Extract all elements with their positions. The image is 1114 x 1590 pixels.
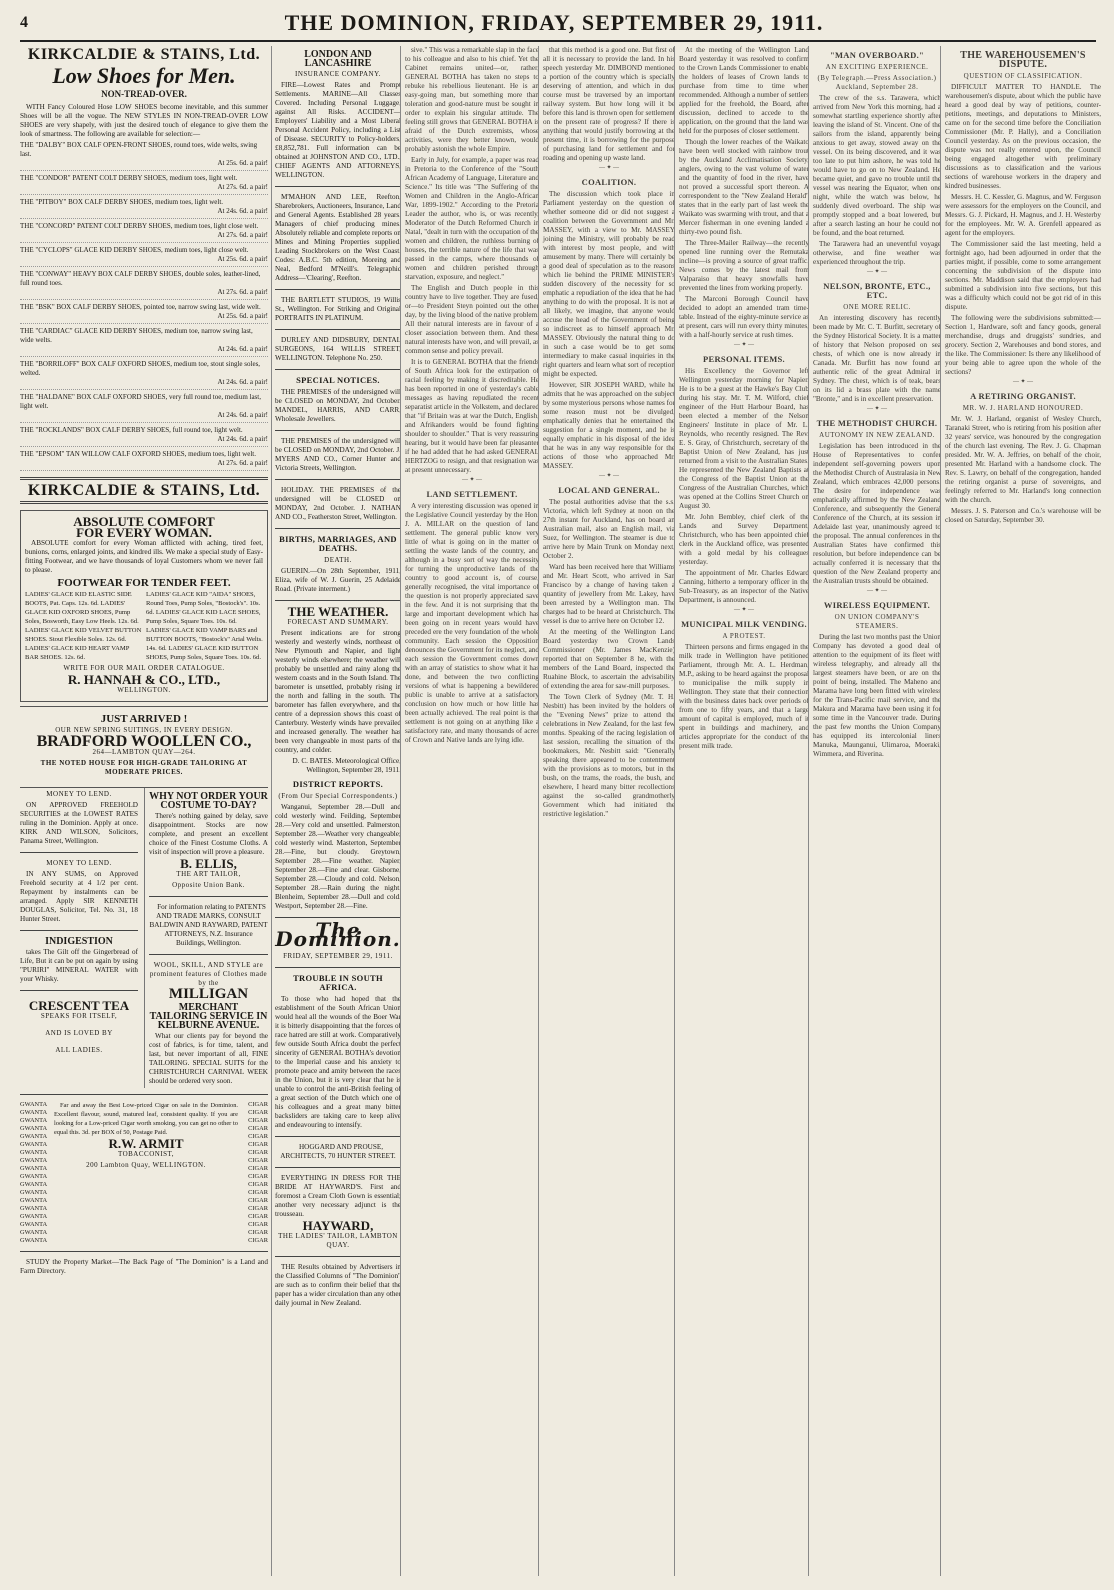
methodist-title: THE METHODIST CHURCH.: [816, 418, 938, 428]
newspaper-title: THE DOMINION, FRIDAY, SEPTEMBER 29, 1911.: [284, 10, 824, 35]
reports-subtitle: (From Our Special Correspondents.): [278, 792, 398, 800]
cigar-label: CIGAR: [248, 1149, 268, 1156]
money2-text: IN ANY SUMS, on Approved Freehold security at 4 1/2 per cent. Repayment by instalments can be arranged. Apply SIR KENNETH DOUGLAS, Solicitor, Tel. No. 31, 18 Hunter Street.: [20, 870, 138, 923]
column-warehouse: THE WAREHOUSEMEN'S DISPUTE. QUESTION OF CLASSIFICATION. DIFFICULT MATTER TO HANDLE. The warehousemen's dispute, about which the public have heard a good deal by way of petitions, counter-petitions, meetings, and deputations to Ministers, came on for the second time before the Conciliation Commissioner (Mr. P. Hally), and a Conciliation Council yesterday. As on the previous occasion, the dispute was not really entered upon, the Council being engaged altogether with preliminary discussions as to classification and the various sections of warehouse workers in the drapery and kindred businesses. Messrs. H. C. Kessler, G. Magnus, and W. Ferguson were assessors for the employers on the Council, and Messrs. G. J. Pickard, H. Magnus, and J. H. Westerby for the employees. Mr. W. A. Grenfell appeared as agent for the employers. The Commissioner said the last meeting, held a fortnight ago, had been adjourned in order that the parties might, if possible, come to some arrangement concerning the subdivision of the dispute into sections. Mr. Maddison said that the employers had submitted a subdivision into five sections, but this was a difficulty which could not be got rid of in this dispute. The following were the subdivisions submitted:— Section 1, Hardware, soft and fancy goods, general merchandise, drugs and druggists' sundries, and grocery. Section 2, Warehouses and bond stores, and the like. The Commissioner: Is there any likelihood of your being able to agree upon the whole of the sections? — ✦ — A RETIRING ORGANIST. MR. W. J. HARLAND HONOURED. Mr. W. J. Harland, organist of Wesley Church, Taranaki Street, who is retiring from his position after 32 years' service, was honoured by the congregation of the church last evening. The Rev. J. G. Chapman presided. Mr. W. A. Jeffries, on behalf of the choir, presented Mr. Harland with a handsome clock. The Rev. S. Lawry, on behalf of the congregation, handed the retiring organist a purse of sovereigns, and feelingly referred to Mr. Harland's long connection with the church. Messrs. J. S. Paterson and Co.'s warehouse will be closed on Saturday, September 30.: [940, 46, 1101, 1576]
nelson-title: NELSON, BRONTE, ETC., ETC.: [823, 281, 931, 300]
costume-role: THE ART TAILOR,: [176, 870, 241, 878]
c5-para-2: Though the lower reaches of the Waikato have been well stocked with rainbow trout by the Auckland Acclimatisation Society, anglers, owing to the vast volume of water and the quantity of food in the river, have not proved a successful sport thereon. A correspondent to the "New Zealand Herald" states that in the early part of last week the Waikato was swarming with trout, and that a Mercer fisherman in one evening landed a thirty-two pound fish.: [679, 138, 809, 236]
c4-para-5: Ward has been received here that Williams and Mr. Heart Scott, who arrived in San Francisco by a change of having taken a quantity of jewellery from Mr. Lakey, have been arrested by a Wellington man. The charges had to be heard at Christchurch. The vessel is due to arrive here on October 12.: [543, 563, 675, 625]
hannah-footwear-title: FOOTWEAR FOR TENDER FEET.: [57, 577, 231, 589]
hannah-list-left: LADIES' GLACE KID ELASTIC SIDE BOOTS, Pat. Caps. 12s. 6d. LADIES' GLACE KID OXFORD SHOES, Pump Soles, Bosworth, Easy Low Heels. 12s. 6d. LADIES' GLACE KID VELVET BUTTON SHOES. Stout Flexible Soles. 12s. 6d. LADIES' GLACE KID HEART VAMP BAR SHOES. 12s. 6d.: [25, 591, 142, 661]
hayward-text: EVERYTHING IN DRESS FOR THE BRIDE AT HAYWARD'S. First and foremost a Cream Cloth Gown is essential; another very necessary adjunct is the trousseau.: [275, 1174, 401, 1218]
bartlett-text: THE BARTLETT STUDIOS, 19 Willis St., Wellington. For Striking and Original PORTRAITS IN PLATINUM.: [275, 296, 401, 322]
warehouse-subtitle: QUESTION OF CLASSIFICATION.: [963, 72, 1083, 80]
c3-para-3: The English and Dutch people in this country have to live together. They are fused, or—to President Steyn pointed out the other day, by the living blood of the native problem. All their natural interests are in favour of a closer association between them. And these natural interests have won, and will prevail, as common sense and policy prevail.: [405, 284, 539, 355]
column-leader-continued: sive." This was a remarkable slap in the face to his colleague and also to his chief. Yet the Cabinet remains united—or, rather, GENERAL BOTHA has taken no steps to rebuke his rebellious lieutenant. He is an easy-going man, but something more than toleration and good-nature must be sought in order to explain his singular attitude. The feeling still grows that GENERAL BOTHA is afraid of the Dutch extremists, whose activities, were they better known, would probably astonish the whole Empire. Early in July, for example, a paper was read in Pretoria to the Conference of the "South African Academy of Language, Literature and Science." Its title was "The Suffering of the Women and Children in the Anglo-African War, 1899-1902." According to the Pretoria Leader the author, who is, or was recently, Moderator of the Dutch Reformed Church in Natal, "dealt in turn with the occupation of the women and children, the ruthless burning of houses, the terrible nature of the life that was passed in the camps, where thousands of women and children perished through starvation, exposure, and neglect." The English and Dutch people in this country have to live together. They are fused, or—to President Steyn pointed out the other day, by the living blood of the native problem. All their natural interests are in favour of a closer association between them. And these natural interests have won, and will prevail, as common sense and policy prevail. It is to GENERAL BOTHA that the friends of South Africa look for the extirpation of racial feeling by making it discreditable. He has been reported in one of yesterday's cable messages as having repudiated the recent separatist article in the Volkstem, and declared that "if Britain was at war the Dutch, English, and Afrikanders would be found fighting shoulder to shoulder." That is very reassuring hearing, but it would have been far pleasanter if he had added that he had asked GENERAL HERTZOG to resign, and that resignation was at present unnecessary. — ✦ — LAND SETTLEMENT. A very interesting discussion was opened in the Legislative Council yesterday by the Hon. J. A. MILLAR on the question of land settlement. The general public know very little of what is going on in the matter of settling the waste lands of the country, and although in a busy sort of way the necessity for turning the unproductive lands of the country to good account is, of course, generally recognised, the vital importance of the question is not properly appreciated save in the few. And it is not surprising that the large and important development which has been going on in recent years would have preceded ere the very foundation of the whole community. Each session the Opposition denounces the Government for its neglect, and each session the Government comes down with an array of statistics to show what it has done, and between the two conflicting versions of what is happening a bewildered public is unable to arrive at a satisfactory conclusion on how much or how little has been actually achieved. The real point is that settlement is not going on at anything like a satisfactory rate, and many thousands of acres of Crown and Native lands are lying idle.: [400, 46, 539, 1576]
land-settlement-title: LAND SETTLEMENT.: [426, 489, 518, 499]
subhead-non-tread: NON-TREAD-OVER.: [101, 89, 187, 99]
methodist-subtitle: AUTONOMY IN NEW ZEALAND.: [819, 431, 935, 439]
page-number: 4: [20, 14, 28, 31]
c7-para-4: The following were the subdivisions submitted:— Section 1, Hardware, soft and fancy goods, general merchandise, drugs and druggists' sundries, and grocery. Section 2, Warehouses and bond stores, and the like. The Commissioner: Is there any likelihood of your being able to agree upon the whole of the sections?: [945, 314, 1101, 376]
gwanta-label: GWANTA: [20, 1165, 48, 1172]
shoe-name: THE "EPSOM" TAN WILLOW CALF OXFORD SHOES, medium toes, light welt.: [20, 450, 256, 458]
notices-title: SPECIAL NOTICES.: [296, 375, 380, 385]
hannah-intro: ABSOLUTE comfort for every Woman afflicted with aching, tired feet, bunions, corns, enlarged joints, and kindred ills. We make a special study of Easy-fitting Footwear, and we have thousands of loyal Customers whom we never fail to please.: [25, 539, 263, 574]
weather-subtitle: FORECAST AND SUMMARY.: [287, 618, 389, 626]
gwanta-label: GWANTA: [20, 1229, 48, 1236]
shoe-price: At 24s. 6d. a pair!: [217, 411, 268, 419]
c5-para-3: The Three-Mailer Railway—the recently opened line running over the Remutaka incline—is proving a source of great traffic. News comes by the latest mail from Valparaiso that heavy snowfalls have prevented the lines from working properly.: [679, 239, 809, 292]
gwanta-label: GWANTA: [20, 1237, 48, 1244]
costume-title: WHY NOT ORDER YOUR COSTUME TO-DAY?: [149, 791, 268, 811]
crescent-title: CRESCENT TEA: [28, 998, 130, 1013]
c7-para-6: Messrs. J. S. Paterson and Co.'s warehouse will be closed on Saturday, September 30.: [945, 507, 1101, 524]
hayward-firm: HAYWARD,: [302, 1218, 374, 1233]
shoe-name: THE "CYCLOPS" GLACE KID DERBY SHOES, medium toes, light close welt.: [20, 246, 249, 254]
wanted-right-labels: [242, 1101, 268, 1245]
gwanta-label: GWANTA: [20, 1125, 48, 1132]
c3-para-1: sive." This was a remarkable slap in the face to his colleague and also to his chief. Yet the Cabinet remains united—or, rather, GENERAL BOTHA has taken no steps to rebuke his rebellious lieutenant. He is an easy-going man, but something more than toleration and good-nature must be sought in order to explain his singular attitude. The feeling still grows that GENERAL BOTHA is afraid of the Dutch extremists, whose activities, were they better known, would probably astonish the whole Empire.: [405, 46, 539, 153]
nelson-subtitle: ONE MORE RELIC.: [843, 303, 911, 311]
wireless-subtitle: ON UNION COMPANY'S STEAMERS.: [834, 613, 920, 630]
column-notices: [271, 46, 401, 1576]
patents-text: For information relating to PATENTS AND TRADE MARKS, CONSULT BALDWIN AND RAYWARD, PATENT ATTORNEYS, N.Z. Insurance Buildings, Wellington.: [149, 903, 268, 947]
births-title: BIRTHS, MARRIAGES, AND DEATHS.: [279, 534, 397, 553]
gwanta-label: GWANTA: [20, 1181, 48, 1188]
c5-para-5: His Excellency the Governor left Wellington yesterday morning for Napier. He is to be a guest at the Hawke's Bay Club during his stay. Mr. T. M. Wilford, chief engineer of the Hutt Harbour Board, has been elected a member of the Nelson Engineers' Institute in place of Mr. L. Reynolds, who recently resigned. The Rev. E. S. Gray, of Christchurch, secretary of the Baptist Union of New Zealand, has just returned from a visit to the Australian States. He represented the New Zealand Baptists at the Congress of the Baptist Union at the Congress of the Australian Churches, which was opened at the Collins Street Church on August 30.: [679, 367, 809, 510]
masthead: [20, 6, 1096, 42]
shoe-item: [20, 246, 268, 267]
column-news: "MAN OVERBOARD." AN EXCITING EXPERIENCE. (By Telegraph.—Press Association.) Auckland, September 28. The crew of the s.s. Tarawera, which arrived from New York this morning, had a somewhat startling experience shortly after leaving the island of St. Vincent. One of the sailors from the island, apparently being anxious to get away, stowed away on the vessel. On its being discovered, and it was too late to put him ashore, he was told he would have to go on to New Zealand. He became quiet, and gave no trouble until the vessel was nearing the Equator, when one night, while the watch was below, he suddenly dived overboard. The ship was promptly stopped and a boat lowered, but after a search lasting an hour he could not be found, and the boat returned. The Tarawera had an uneventful voyage otherwise, and fine weather was experienced throughout the trip. — ✦ — NELSON, BRONTE, ETC., ETC. ONE MORE RELIC. An interesting discovery has recently been made by Mr. C. T. Burfitt, secretary of the Sydney Historical Society. It is a matter of history that Nelson proposed on sea chests, of which one is now already in Canada. Mr. Burfitt has now found an authentic relic of the great Admiral in Sydney. The chest, which is of teak, bears on its lid a brass plate with the name "Bronte," and is in excellent preservation. — ✦ — THE METHODIST CHURCH. AUTONOMY IN NEW ZEALAND. Legislation has been introduced in the House of Representatives to confer independent self-governing powers upon the Methodist Church of Australasia in New Zealand, which embraces 42,000 persons. The desire for independence was emphatically affirmed by the New Zealand Conference, and subsequently the General Conference of the Church, at its session in Adelaide last year, unanimously agreed to the proposal. The annual conferences in the Australian States have confirmed this resolution, but before independence can be actually conferred it is necessary that the question of the New Zealand property and the Australian trusts should be obtained. — ✦ — WIRELESS EQUIPMENT. ON UNION COMPANY'S STEAMERS. During the last two months past the Union Company has devoted a good deal of attention to the equipment of its fleet with wireless telegraphy, and already all the largest steamers have been, or are on the point of being, installed. The Maheno and Marama have long been fitted with wireless for the Trans-Pacific mail service, and the Makura and Marama have been using it for some time in the Vancouver trade. During the past few months the Union Company has equipped its intercolonial liners Manuka, Maunganui, Ulimaroa, Moeraki, Wimmera, and Riverina.: [808, 46, 941, 1576]
gwanta-label: GWANTA: [20, 1133, 48, 1140]
bradford-address: 264—LAMBTON QUAY—264.: [92, 748, 196, 756]
gwanta-label: GWANTA: [20, 1205, 48, 1212]
shoe-item: [20, 426, 268, 447]
hoggard-text: HOGGARD AND PROUSE, ARCHITECTS, 70 HUNTER STREET.: [280, 1143, 396, 1160]
c4-para-2: The discussion which took place in Parliament yesterday on the question of whether someone did or did not suggest a coalition between the Government and Mr. MASSEY, with a view to Mr. MASSEY joining the Ministry, will probably be read with interest by most people, and with amusement by many. There will certainly be a good deal of speculation as to the reasons which lie behind the PRIME MINISTER's sudden discovery of the necessity for so emphatic a repudiation of the idea that he had anything to do with the proposal. It is not at all likely, we imagine, that anyone would accuse the head of the Government of being so indiscreet as to himself approach Mr. MASSEY. Obviously the natural thing to do in such a case would be to get some intermediary to make casual inquiries in the right quarters and learn what sort of reception might be expected.: [543, 190, 675, 378]
cigar-label: CIGAR: [248, 1141, 268, 1148]
shoe-price: At 27s. 6d. a pair!: [217, 183, 268, 191]
gwanta-label: GWANTA: [20, 1197, 48, 1204]
ins-title: LONDON AND LANCASHIRE: [304, 49, 372, 69]
cigar-label: CIGAR: [248, 1101, 268, 1108]
shoe-name: THE "HALDANE" BOX CALF OXFORD SHOES, very full round toe, medium last, light welt.: [20, 393, 261, 410]
reports-title: DISTRICT REPORTS.: [292, 779, 384, 789]
c6-para-4: Legislation has been introduced in the House of Representatives to confer independent self-governing powers upon the Methodist Church of Australasia in New Zealand, which embraces 42,000 persons. The desire for independence was emphatically affirmed by the New Zealand Conference, and subsequently the General Conference of the Church, at its session in Adelaide last year, unanimously agreed to the proposal. The annual conferences in the Australian States have confirmed this resolution, but before independence can be actually conferred it is necessary that the question of the New Zealand property and the Australian trusts should be obtained.: [813, 442, 941, 585]
organist-title: A RETIRING ORGANIST.: [970, 391, 1076, 401]
gwanta-label: GWANTA: [20, 1157, 48, 1164]
shoe-price: At 25s. 6d. a pair!: [217, 255, 268, 263]
warehouse-title: THE WAREHOUSEMEN'S DISPUTE.: [960, 50, 1086, 70]
notice-list: [275, 388, 401, 522]
hannah-firm: R. HANNAH & CO., LTD.,: [67, 672, 221, 687]
crescent-line-3: ALL LADIES.: [55, 1046, 103, 1054]
leader-date: FRIDAY, SEPTEMBER 29, 1911.: [283, 952, 393, 960]
milligan-text: What our clients pay for beyond the cost of fabrics, is for time, talent, and last, but never important of all, FINE TAILORING. SPECIAL SUITS for the CHRISTCHURCH CARNIVAL WEEK should be ordered very soon.: [149, 1032, 268, 1085]
c6-para-2: The Tarawera had an uneventful voyage otherwise, and fine weather was experienced throughout the trip.: [813, 240, 941, 266]
cigar-label: CIGAR: [248, 1133, 268, 1140]
shoe-item: [20, 141, 268, 171]
gwanta-label: GWANTA: [20, 1141, 48, 1148]
c5-para-1: At the meeting of the Wellington Land Board yesterday it was resolved to confirm to the Crown Lands Commissioner to enable the holders of leases of Crown lands to purchase from time to time when recommended. Although a number of settlers applied for the freehold, the Board, after discussion, declined to accede to the application, on the ground that the land was held for the purposes of closer settlement.: [679, 46, 809, 135]
c7-para-3: The Commissioner said the last meeting, held a fortnight ago, had been adjourned in order that the parties might, if possible, come to some arrangement concerning the subdivision of the dispute into sections. Mr. Maddison said that the employers had submitted a subdivision into five sections, but this was a difficulty which could not be got rid of in this dispute.: [945, 240, 1101, 311]
cigar-label: CIGAR: [248, 1157, 268, 1164]
shoe-name: THE "DALBY" BOX CALF OPEN-FRONT SHOES, round toes, wide welts, swing last.: [20, 141, 258, 158]
money1-text: ON APPROVED FREEHOLD SECURITIES at the LOWEST RATES ruling in the Dominion. Apply at once. KIRK AND WILSON, Solicitors, Panama Street, Wellington.: [20, 801, 138, 845]
gwanta-label: GWANTA: [20, 1109, 48, 1116]
death-title: DEATH.: [324, 556, 352, 564]
special-notice: THE PREMISES of the undersigned will be CLOSED on MONDAY, 2nd October. MANDEL, HARRIS, AND CARR, Wholesale Jewellers.: [275, 388, 401, 423]
milligan-intro: WOOL, SKILL, AND STYLE are prominent features of Clothes made by the: [149, 961, 268, 987]
money2-title: MONEY TO LEND.: [46, 859, 112, 867]
c4-para-4: The postal authorities advise that the s.s. Victoria, which left Sydney at noon on the 27th instant for Auckland, has on board an Australian mail, also an English mail, via Suez, for Wellington. The steamer is due to arrive here by Main Trunk on Monday next, October 2.: [543, 498, 675, 560]
costume-text: There's nothing gained by delay, save disappointment. Stocks are now complete, and present an excellent choice of the Finest Costume Cloths. A visit of inspection will prove a pleasure.: [149, 812, 268, 856]
indigestion-text: takes The Gilt off the Gingerbread of Life, But it can be put on again by using "PURIRI" MINERAL WATER with your Whisky.: [20, 948, 138, 983]
bradford-firm: BRADFORD WOOLLEN CO.,: [36, 733, 252, 750]
costume-address: Opposite Union Bank.: [172, 881, 245, 889]
hannah-title-1: ABSOLUTE COMFORT: [73, 514, 215, 529]
shoe-price: At 27s. 6d. a pair!: [217, 288, 268, 296]
shoe-name: THE "ROCKLANDS" BOX CALF DERBY SHOES, full round toe, light welt.: [20, 426, 243, 434]
armit-role: TOBACCONIST,: [117, 1150, 175, 1158]
shoe-price: At 24s. 6d. a pair!: [217, 345, 268, 353]
ad-armit-cigars: [20, 1101, 268, 1245]
cigar-label: CIGAR: [248, 1205, 268, 1212]
milligan-title: MERCHANT TAILORING SERVICE IN KELBURNE AVENUE.: [149, 1002, 268, 1031]
c5-para-4: The Marconi Borough Council have decided to adopt an amended tram time-table. Instead of the eighty-minute service as at present, cars will run every thirty minutes, with a half-hourly service at rush times.: [679, 295, 809, 339]
shoe-item: [20, 270, 268, 300]
c3-para-5: A very interesting discussion was opened in the Legislative Council yesterday by the Hon. J. A. MILLAR on the question of land settlement. The general public know very little of what is going on in the matter of settling the waste lands of the country, and although in a busy sort of way the necessity for turning the unproductive lands of the country to good account is, of course, generally recognised, the vital importance of the question is not properly appreciated save in the few. And it is not surprising that the large and important development which has been going on in recent years would have preceded ere the very foundation of the whole community. Each session the Opposition denounces the Government for its neglect, and each session the Government comes down with an array of statistics to show what it has done, and between the two conflicting versions of what is happening a bewildered public is unable to arrive at a satisfactory conclusion on how much or how little has been actually achieved. The real point is that settlement is not going on at anything like a satisfactory rate, and many thousands of acres of Crown and Native lands are lying idle.: [405, 502, 539, 744]
ad-hannah: [20, 510, 268, 702]
hayward-role: THE LADIES' TAILOR, LAMBTON QUAY.: [278, 1232, 398, 1249]
shoe-price: At 27s. 6d. a pair!: [217, 459, 268, 467]
hannah-list-right: LADIES' GLACE KID "AIDA" SHOES, Round Toes, Pump Soles, "Bostock's". 10s. 6d. LADIES' GLACE KID LACE SHOES, Pump Soles, Square Toes. 10s. 6d. LADIES' GLACE KID VAMP BARS and BUTTON BOOTS, "Bostock's" Arial Welts. 14s. 6d. LADIES' GLACE KID BUTTON SHOES, Pump Soles, Square Toes. 10s. 6d.: [146, 591, 263, 661]
weather-text: Present indications are for strong westerly and westerly winds, northeast of New Plymouth and Napier, and light westerly winds elsewhere; the weather will probably be unsettled and rainy along the western coasts and in the South Island. The barometer is unsettled, probably rising in the north and falling in the south. The barometer has fallen everywhere, and the centre of a depression shows this coast of Canterbury. Westerly winds have prevailed and increased generally. The weather has been very changeable in most parts of the country, and colder.: [275, 629, 401, 754]
mahon-text: M'MAHON AND LEE, Reefton, Sharebrokers, Auctioneers, Insurance, Land and General Agents. Established 28 years. Managers of chief producing mines. Absolutely reliable and complete reports on Mines and Mining Properties supplied. Leading Stockbrokers on the West Coast. Codes: A.B.C. 5th edition, Moreing and Neal, Bedford M'Neill's. Telegraphic Address—'Clearing', Reefton.: [275, 193, 401, 282]
gwanta-label: GWANTA: [20, 1101, 48, 1108]
shoe-item: [20, 198, 268, 219]
ins-text: FIRE—Lowest Rates and Prompt Settlements. MARINE—All Classes Covered. Including Personal Luggage, against All Risks. ACCIDENT—Employers' Liability and a Most Liberal Personal Accident Policy, including a List of Disease. SECURITY to Policy-holders, £8,852,781. Full information can be obtained at JOHNSTON AND CO., LTD., CHIEF AGENTS AND ATTORNEYS, WELLINGTON.: [275, 81, 401, 179]
armit-text: Far and away the Best Low-priced Cigar on sale in the Dominion. Excellent flavour, sound, matured leaf, consistent quality. If you are looking for a Low-priced Cigar worth smoking, you can get no other to equal this. 3d. per BOX of 50, Postage Paid.: [54, 1102, 238, 1136]
c7-para-2: Messrs. H. C. Kessler, G. Magnus, and W. Ferguson were assessors for the employers on the Council, and Messrs. G. J. Pickard, H. Magnus, and J. H. Westerby for the employees. Mr. W. A. Grenfell appeared as agent for the employers.: [945, 193, 1101, 237]
wanted-left-labels: [20, 1101, 50, 1245]
special-notice: HOLIDAY. THE PREMISES of the undersigned will be CLOSED on MONDAY, 2nd October. J. NATHAN AND CO., Featherston Street, Wellington.: [275, 486, 401, 521]
shoe-price: At 24s. 6d. a pair!: [217, 378, 268, 386]
c4-para-1: that this method is a good one. But first of all it is necessary to provide the land. In his speech yesterday Mr. DIMBOND mentioned a portion of the country which is specially deserving of attention, and which in due course must be traversed by an important railway system. But how long will it be before this land is thrown open for settlement on the present rate of progress? If there is anything that would justify borrowing at the present time, it is borrowing for the purpose of purchasing land for settlement and for roading and opening up waste land.: [543, 46, 675, 162]
shoe-name: THE "PITBOY" BOX CALF DERBY SHOES, medium toes, light welt.: [20, 198, 224, 206]
column-ads-left: [20, 46, 268, 1576]
shoe-item: [20, 222, 268, 243]
dominion-logo: The Dominion.: [275, 918, 401, 951]
shoe-item: [20, 393, 268, 423]
hannah-catalogue: WRITE FOR OUR MAIL ORDER CATALOGUE.: [63, 664, 225, 672]
shoe-name: THE "CONWAY" HEAVY BOX CALF DERBY SHOES, double soles, leather-lined, full round toes.: [20, 270, 261, 287]
special-notice: THE PREMISES of the undersigned will be CLOSED on MONDAY, 2nd October. J. MYERS AND CO., Corner Hunter and Victoria Streets, Wellington.: [275, 437, 401, 472]
results-text: THE Results obtained by Advertisers in the Classified Columns of "The Dominion" are such as to confirm their belief that the paper has a wider circulation than any other daily journal in New Zealand.: [275, 1263, 401, 1307]
money1-title: MONEY TO LEND.: [46, 790, 112, 798]
c4-para-6: At the meeting of the Wellington Land Board yesterday two Crown Lands Commissioner (Mr. James MacKenzie) reported that on September 8 he, with the members of the Land Board, inspected the Ruahine Block, to ascertain the advisability of extending the area for saw-mill purposes.: [543, 628, 675, 690]
cigar-label: CIGAR: [248, 1221, 268, 1228]
weather-title: THE WEATHER.: [287, 604, 389, 619]
death-text: GUERIN.—On 28th September, 1911, Eliza, wife of W. J. Guerin, 25 Adelaide Road. (Private interment.): [275, 567, 401, 593]
cigar-label: CIGAR: [248, 1165, 268, 1172]
cigar-label: CIGAR: [248, 1189, 268, 1196]
shoe-item: [20, 360, 268, 390]
hannah-place: WELLINGTON.: [117, 686, 171, 694]
shoe-name: THE "CONDOR" PATENT COLT DERBY SHOES, medium toes, light welt.: [20, 174, 238, 182]
c6-para-3: An interesting discovery has recently been made by Mr. C. T. Burfitt, secretary of the Sydney Historical Society. It is a matter of history that Nelson proposed on sea chests, of which one is now already in Canada. Mr. Burfitt has now found an authentic relic of the great Admiral in Sydney. The chest, which is of teak, bears on its lid a brass plate with the name "Bronte," and is in excellent preservation.: [813, 314, 941, 403]
cigar-label: CIGAR: [248, 1109, 268, 1116]
cigar-label: CIGAR: [248, 1181, 268, 1188]
c3-para-4: It is to GENERAL BOTHA that the friends of South Africa look for the extirpation of racial feeling by making it discreditable. He has been reported in one of yesterday's cable messages as having repudiated the recent separatist article in the Volkstem, and declared that "if Britain was at war the Dutch, English, and Afrikanders would be found fighting shoulder to shoulder." That is very reassuring hearing, but it would have been far pleasanter if he had added that he had asked GENERAL HERTZOG to resign, and that resignation was at present unnecessary.: [405, 358, 539, 474]
cigar-label: CIGAR: [248, 1117, 268, 1124]
cigar-label: CIGAR: [248, 1173, 268, 1180]
c6-para-5: During the last two months past the Union Company has devoted a good deal of attention to the equipment of its fleet with wireless telegraphy, and already all the largest steamers have been, or are on the point of being, installed. The Maheno and Marama have long been fitted with wireless for the Trans-Pacific mail service, and the Makura and Marama have been using it for some time in the Vancouver trade. During the past few months the Union Company has equipped its intercolonial liners Manuka, Maunganui, Ulimaroa, Moeraki, Wimmera, and Riverina.: [813, 633, 941, 758]
shoe-item: [20, 303, 268, 324]
bradford-tag: THE NOTED HOUSE FOR HIGH-GRADE TAILORING AT MODERATE PRICES.: [40, 759, 248, 776]
indigestion-title: INDIGESTION: [45, 936, 113, 947]
cigar-label: CIGAR: [248, 1197, 268, 1204]
crescent-line-1: SPEAKS FOR ITSELF,: [40, 1012, 118, 1020]
column-coalition: that this method is a good one. But first of all it is necessary to provide the land. In his speech yesterday Mr. DIMBOND mentioned a portion of the country which is specially deserving of attention, and which in due course must be traversed by an important railway system. But how long will it be before this land is thrown open for settlement on the present rate of progress? If there is anything that would justify borrowing at the present time, it is borrowing for the purpose of purchasing land for settlement and for roading and opening up waste land. — ✦ — COALITION. The discussion which took place in Parliament yesterday on the question of whether someone did or did not suggest a coalition between the Government and Mr. MASSEY, with a view to Mr. MASSEY joining the Ministry, will probably be read with interest by most people, and with amusement by many. There will certainly be a good deal of speculation as to the reasons which lie behind the PRIME MINISTER's sudden discovery of the necessity for so emphatic a repudiation of the idea that he had anything to do with the proposal. It is not at all likely, we imagine, that anyone would accuse the head of the Government of being so indiscreet as to himself approach Mr. MASSEY. Obviously the natural thing to do in such a case would be to get some intermediary to make casual inquiries in the right quarters and learn what sort of reception might be expected. However, SIR JOSEPH WARD, while he admits that he was approached on the subject by some mysterious persons whose names for some reason must not be divulged, emphatically denies that he entertained the suggestion for a single moment, and he is equally emphatic in his disposal of the idea that he was in any way responsible for the actions of those who approached Mr. MASSEY. — ✦ — LOCAL AND GENERAL. The postal authorities advise that the s.s. Victoria, which left Sydney at noon on the 27th instant for Auckland, has on board an Australian mail, also an English mail, via Suez, for Wellington. The steamer is due to arrive here by Main Trunk on Monday next, October 2. Ward has been received here that Williams and Mr. Heart Scott, who arrived in San Francisco by a change of having taken a quantity of jewellery from Mr. Lakey, have been arrested by a Wellington man. The charges had to be heard at Christchurch. The vessel is due to arrive here on October 12. At the meeting of the Wellington Land Board yesterday two Crown Lands Commissioner (Mr. James MacKenzie) reported that on September 8 he, with the members of the Land Board, inspected the Ruahine Block, to ascertain the advisability of extending the area for saw-mill purposes. The Town Clerk of Sydney (Mr. T. H. Nesbitt) has been invited by the holders of the "Evening News" prize to attend the celebrations in New Zealand, for the last few months. Speaking of the racing legislation of last session, recalling the situation of the bookmakers, Mr. Nesbitt said: "Generally speaking there appeared to be contentment with the provisions as to motors, but in the bush, on the trams, the roads, the bush, and elsewhere, I heard many bitter recollections against the so-called grandmotherly Government which had initiated the restrictive legislation.": [538, 46, 675, 1576]
shoe-price: At 24s. 6d. a pair!: [217, 435, 268, 443]
costume-firm: B. ELLIS,: [180, 856, 237, 871]
reports-text: Wanganui, September 28.—Dull and cold westerly wind. Feilding, September 28.—Very cold and unsettled. Palmerston, September 28.—Weather very changeable; cold westerly wind. Masterton, September 28.—Fine, but cloudy. Greytown, September 28.—Fine weather. Napier, September 28.—Fine and clear. Gisborne, September 28.—Cloudy and cold. Nelson, September 28.—Rain during the night. Blenheim, September 28.—Dull and cold. Westport, September 28.—Fine.: [275, 803, 401, 910]
c7-para-1: DIFFICULT MATTER TO HANDLE. The warehousemen's dispute, about which the public have heard a good deal by way of petitions, counter-petitions, meetings, and deputations to Ministers, came on for the second time before the Conciliation Commissioner (Mr. P. Hally), and a Conciliation Council yesterday. As on the previous occasion, the dispute was not really entered upon, the Council being engaged altogether with preliminary discussions as to classification and the various sections of warehouse workers in the drapery and kindred businesses.: [945, 83, 1101, 190]
gwanta-label: GWANTA: [20, 1149, 48, 1156]
shoe-name: THE "BORRILOFF" BOX CALF OXFORD SHOES, medium toe, stout single soles, welted.: [20, 360, 261, 377]
milk-title: MUNICIPAL MILK VENDING.: [681, 619, 807, 629]
shoe-item: [20, 174, 268, 195]
gwanta-label: GWANTA: [20, 1213, 48, 1220]
bradford-intro: OUR NEW SPRING SUITINGS, IN EVERY DESIGN.: [55, 726, 233, 734]
overboard-subtitle: AN EXCITING EXPERIENCE.: [825, 63, 929, 71]
shoe-name: THE "CARDIAC" GLACE KID DERBY SHOES, medium toe, narrow swing last, wide welts.: [20, 327, 253, 344]
coalition-title: COALITION.: [581, 177, 637, 187]
cigar-label: CIGAR: [248, 1213, 268, 1220]
hannah-title-2: FOR EVERY WOMAN.: [76, 525, 212, 540]
shoe-list: [20, 141, 268, 471]
c4-para-7: The Town Clerk of Sydney (Mr. T. H. Nesbitt) has been invited by the holders of the "Evening News" prize to attend the celebrations in New Zealand, for the last few months. Speaking of the racing legislation of last session, recalling the situation of the bookmakers, Mr. Nesbitt said: "Generally speaking there appeared to be contentment with the provisions as to motors, but in the bush, on the trams, the roads, the bush, and elsewhere, I heard many bitter recollections against the so-called grandmotherly Government which had initiated the restrictive legislation.": [543, 693, 675, 818]
bradford-title: JUST ARRIVED !: [100, 713, 188, 725]
c5-para-6: Mr. John Bembley, chief clerk of the Lands and Survey Department, Christchurch, who has been appointed chief clerk in the Auckland office, was presented with a gold medal by his colleagues yesterday.: [679, 513, 809, 566]
shoe-price: At 27s. 6d. a pair!: [217, 231, 268, 239]
shoe-price: At 25s. 6d. a pair!: [217, 312, 268, 320]
shoe-name: THE "BSK" BOX CALF DERBY SHOES, pointed toe, narrow swing last, wide welt.: [20, 303, 261, 311]
milligan-firm: MILLIGAN: [168, 986, 249, 1002]
c6-para-1: The crew of the s.s. Tarawera, which arrived from New York this morning, had a somewhat startling experience shortly after leaving the island of St. Vincent. One of the sailors from the island, apparently being anxious to get away, stowed away on the vessel. On its being discovered, and it was too late to put him ashore, he was told he would have to go on to New Zealand. He became quiet, and gave no trouble until the vessel was nearing the Equator, when one night, while the watch was below, he suddenly dived overboard. The ship was promptly stopped and a boat lowered, but after a search lasting an hour he could not be found, and the boat returned.: [813, 94, 941, 237]
leader-title: TROUBLE IN SOUTH AFRICA.: [293, 973, 383, 992]
c4-para-3: However, SIR JOSEPH WARD, while he admits that he was approached on the subject by some mysterious persons whose names for some reason must not be divulged, emphatically denies that he entertained the suggestion for a single moment, and he is equally emphatic in his disposal of the idea that he was in any way responsible for the actions of those who approached Mr. MASSEY.: [543, 381, 675, 470]
dental-text: DURLEY AND DIDSBURY, DENTAL SURGEONS, 164 WILLIS STREET, WELLINGTON. Telephone No. 250.: [275, 336, 401, 362]
shoe-name: THE "CONCORD" PATENT COLT DERBY SHOES, medium toes, light close welt.: [20, 222, 259, 230]
crescent-line-2: AND IS LOVED BY: [45, 1029, 113, 1037]
shoes-intro: WITH Fancy Coloured Hose LOW SHOES become inevitable, and this summer Shoes will be all the vogue. The NEW STYLES IN NON-TREAD-OVER LOW SHOES are very shapely, with just the desired touch of elegance to give them the look of smartness. The following are available for selection:—: [20, 103, 268, 138]
armit-address: 200 Lambton Quay, WELLINGTON.: [86, 1161, 206, 1169]
brand-kirkcaldie: KIRKCALDIE & STAINS, Ltd.: [27, 46, 261, 63]
gwanta-label: GWANTA: [20, 1173, 48, 1180]
c5-para-8: Thirteen persons and firms engaged in the milk trade in Wellington have petitioned Parliament, through Mr. A. L. Herdman, M.P., asking to be heard against the proposal to municipalise the milk supply in Wellington. They state that their connection with the business dates back over periods of from one to fifty years, and that a large amount of capital is employed, much of it spent in buildings and machinery, and articles appropriate for the conduct of the present milk trade.: [679, 643, 809, 750]
gwanta-label: GWANTA: [20, 1189, 48, 1196]
c7-para-5: Mr. W. J. Harland, organist of Wesley Church, Taranaki Street, who is retiring from his position after 32 years' service, was honoured by the congregation of the church last evening. The Rev. J. G. Chapman presided. Mr. W. A. Jeffries, on behalf of the choir, presented Mr. Harland with a handsome clock. The Rev. S. Lawry, on behalf of the congregation, handed the retiring organist a purse of sovereigns, and feelingly referred to Mr. Harland's long connection with the church.: [945, 415, 1101, 504]
local-general-title: LOCAL AND GENERAL.: [558, 485, 660, 495]
milk-subtitle: A PROTEST.: [722, 632, 766, 640]
column-personal: At the meeting of the Wellington Land Board yesterday it was resolved to confirm to the Crown Lands Commissioner to enable the holders of leases of Crown lands to purchase from time to time when recommended. Although a number of settlers applied for the freehold, the Board, after discussion, declined to accede to the application, on the ground that the land was held for the purposes of closer settlement. Though the lower reaches of the Waikato have been well stocked with rainbow trout by the Auckland Acclimatisation Society, anglers, owing to the vast volume of water and the quantity of food in the river, have not proved a successful sport thereon. A correspondent to the "New Zealand Herald" states that in the early part of last week the Waikato was swarming with trout, and that a Mercer fisherman in one evening landed a thirty-two pound fish. The Three-Mailer Railway—the recently opened line running over the Remutaka incline—is proving a source of great traffic. News comes by the latest mail from Valparaiso that heavy snowfalls have prevented the lines from working properly. The Marconi Borough Council have decided to adopt an amended tram time-table. Instead of the eighty-minute service as at present, cars will run every thirty minutes, with a half-hourly service at rush times. — ✦ — PERSONAL ITEMS. His Excellency the Governor left Wellington yesterday morning for Napier. He is to be a guest at the Hawke's Bay Club during his stay. Mr. T. M. Wilford, chief engineer of the Hutt Harbour Board, has been elected a member of the Nelson Engineers' Institute in place of Mr. L. Reynolds, who recently resigned. The Rev. E. S. Gray, of Christchurch, secretary of the Baptist Union of New Zealand, has just returned from a visit to the Australian States. He represented the New Zealand Baptists at the Congress of the Baptist Union at the Congress of the Australian Churches, which was opened at the Collins Street Church on August 30. Mr. John Bembley, chief clerk of the Lands and Survey Department, Christchurch, who has been appointed chief clerk in the Auckland office, was presented with a gold medal by his colleagues yesterday. The appointment of Mr. Charles Edward Canning, hitherto a temporary officer in the Sub-Treasury, as an inspector of the Native Department, is announced. — ✦ — MUNICIPAL MILK VENDING. A PROTEST. Thirteen persons and firms engaged in the milk trade in Wellington have petitioned Parliament, through Mr. A. L. Herdman, M.P., asking to be heard against the proposal to municipalise the milk supply in Wellington. They state that their connection with the business dates back over periods of from one to fifty years, and that a large amount of capital is employed, much of it spent in buildings and machinery, and articles appropriate for the conduct of the present milk trade.: [674, 46, 809, 1576]
study-notice: STUDY the Property Market—The Back Page of "The Dominion" is a Land and Farm Directory.: [20, 1258, 268, 1275]
gwanta-label: GWANTA: [20, 1221, 48, 1228]
ad-bradford: [20, 706, 268, 783]
shoe-price: At 24s. 6d. a pair!: [217, 207, 268, 215]
overboard-byline: (By Telegraph.—Press Association.) Auckland, September 28.: [817, 74, 937, 91]
shoe-item: [20, 327, 268, 357]
shoe-price: At 25s. 6d. a pair!: [217, 159, 268, 167]
wireless-title: WIRELESS EQUIPMENT.: [823, 600, 931, 610]
c3-para-2: Early in July, for example, a paper was read in Pretoria to the Conference of the "South African Academy of Language, Literature and Science." Its title was "The Suffering of the Women and Children in the Anglo-African War, 1899-1902." According to the Pretoria Leader the author, who is, or was recently, Moderator of the Dutch Reformed Church in Natal, "dealt in turn with the occupation of the women and children, the ruthless burning of houses, the terrible nature of the life that was passed in the camps, where thousands of women and children perished through starvation, exposure, and neglect.": [405, 156, 539, 281]
cigar-label: CIGAR: [248, 1125, 268, 1132]
overboard-title: "MAN OVERBOARD.": [829, 50, 925, 60]
cigar-label: CIGAR: [248, 1237, 268, 1244]
gwanta-label: GWANTA: [20, 1117, 48, 1124]
ins-subtitle: INSURANCE COMPANY.: [294, 70, 382, 78]
c5-para-7: The appointment of Mr. Charles Edward Canning, hitherto a temporary officer in the Sub-Treasury, as an inspector of the Native Department, is announced.: [679, 569, 809, 604]
weather-signature: D. C. BATES. Meteorological Office, Wellington, September 28, 1911.: [292, 757, 401, 774]
cigar-label: CIGAR: [248, 1229, 268, 1236]
headline-low-shoes: Low Shoes for Men.: [52, 63, 236, 88]
leader-text: To those who had hoped that the establishment of the South African Union would heal all the wounds of the Boer War it is bitterly disappointing that the forces of race hatred are still at work. Comparatively few outside South Africa doubt the perfect sincerity of GENERAL BOTHA's devotion to the Imperial cause and his anxiety to promote peace and amity between the races in the Union, but it is very clear that he is unable to control the anti-British feeling of a great section of the Dutch which one of his colleagues and a great many bitter backsliders are taking care to keep alive and endeavouring to intensify.: [275, 995, 401, 1129]
personal-title: PERSONAL ITEMS.: [703, 354, 785, 364]
armit-firm: R.W. ARMIT: [108, 1136, 184, 1151]
organist-subtitle: MR. W. J. HARLAND HONOURED.: [962, 404, 1084, 412]
brand-kirkcaldie-2: KIRKCALDIE & STAINS, Ltd.: [27, 482, 261, 499]
shoe-item: [20, 450, 268, 471]
